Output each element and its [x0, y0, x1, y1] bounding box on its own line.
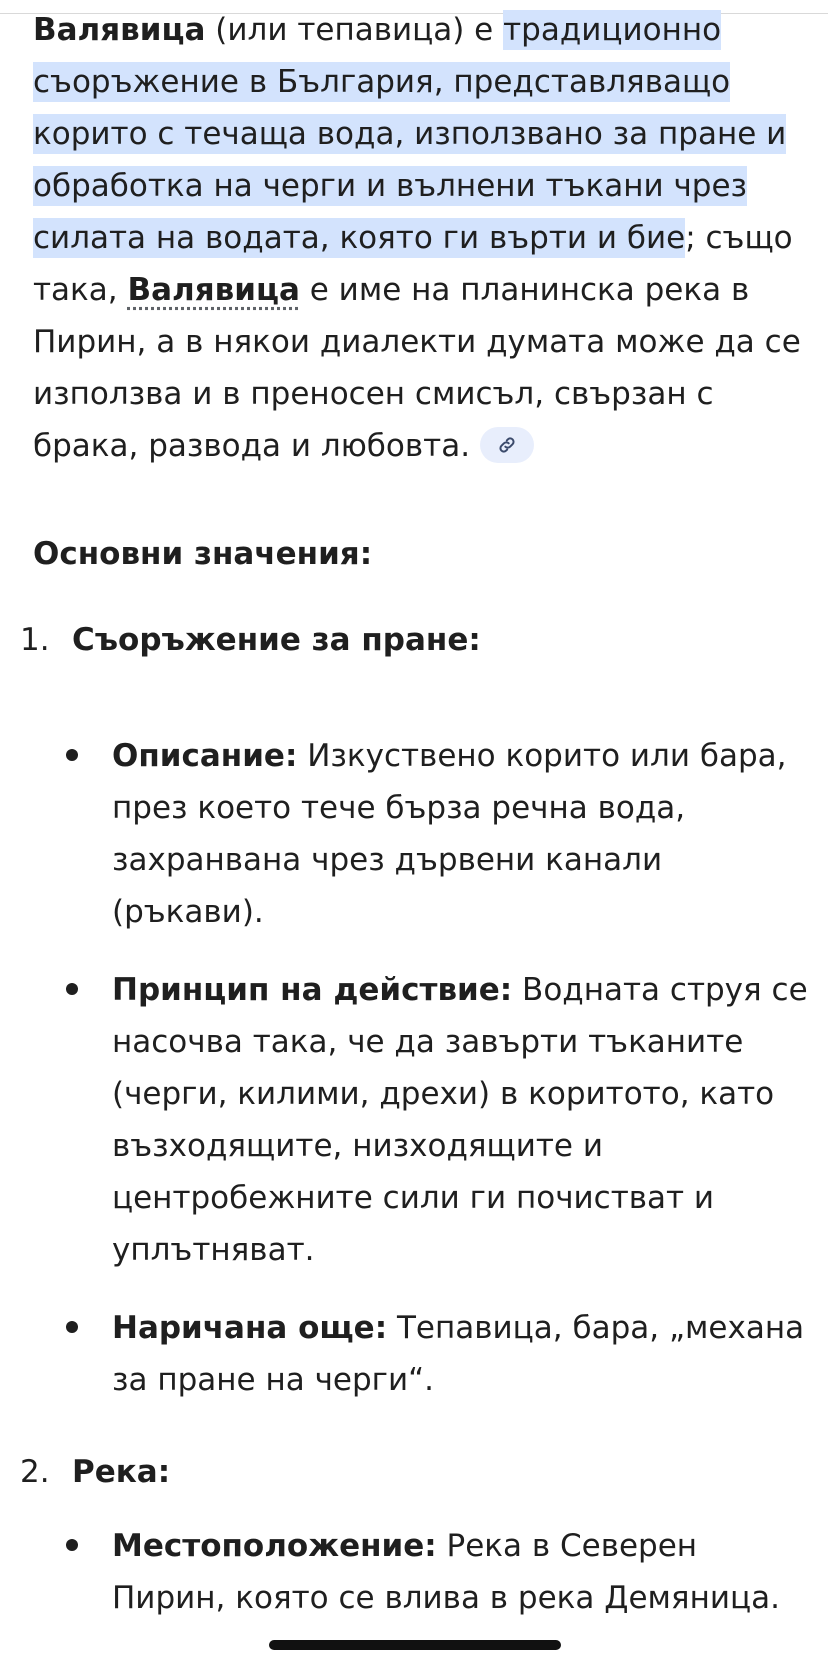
- bullet-dot: [66, 1321, 78, 1333]
- list-item: [112, 1520, 812, 1624]
- bullet-dot: [66, 983, 78, 995]
- list-number-2: 2.: [20, 1454, 50, 1490]
- intro-paragraph: [33, 4, 813, 472]
- source-link-chip[interactable]: [480, 427, 534, 463]
- list-item: [112, 730, 812, 938]
- bullet-body: Водната струя се насочва така, че да завърти тъканите (черги, килими, дрехи) в коритото, като възходящите, низходящите и центробежните сили ги почистват и уплътняват.: [112, 972, 808, 1268]
- section-heading: Основни значения:: [33, 536, 373, 572]
- intro-tail: е име на планинска река в Пирин, а в някои диалекти думата може да се използва и в преносен смисъл, свързан с брака, развода и любовта.: [33, 272, 801, 464]
- list-item: [112, 1302, 812, 1406]
- intro-paren: (или тепавица) е: [205, 12, 504, 48]
- bullet-dot: [66, 1539, 78, 1551]
- list-title-2: Река:: [72, 1454, 171, 1490]
- bullet-label: Принцип на действие:: [112, 972, 513, 1008]
- intro-term: Валявица: [33, 12, 206, 48]
- link-icon: [497, 435, 517, 455]
- bullet-body: Река в Северен Пирин, която се влива в река Демяница.: [112, 1528, 780, 1616]
- bullet-body: Тепавица, бара, „механа за пране на черги“.: [112, 1310, 805, 1398]
- bullet-dot: [66, 749, 78, 761]
- list-title-1: Съоръжение за пране:: [72, 622, 481, 658]
- term-link[interactable]: Валявица: [127, 272, 300, 308]
- bullet-label: Описание:: [112, 738, 298, 774]
- bullet-label: Наричана още:: [112, 1310, 388, 1346]
- bullet-label: Местоположение:: [112, 1528, 437, 1564]
- intro-after-highlight: ; също така,: [33, 220, 793, 308]
- highlighted-definition[interactable]: традиционно съоръжение в България, представляващо корито с течаща вода, използвано за пране и обработка на черги и вълнени тъкани чрез силата на водата, която ги върти и бие: [33, 12, 787, 256]
- bullet-body: Изкуствено корито или бара, през което тече бърза речна вода, захранвана чрез дървени канали (ръкави).: [112, 738, 787, 930]
- home-indicator[interactable]: [269, 1640, 561, 1650]
- list-item: [112, 964, 812, 1276]
- list-number-1: 1.: [20, 622, 50, 658]
